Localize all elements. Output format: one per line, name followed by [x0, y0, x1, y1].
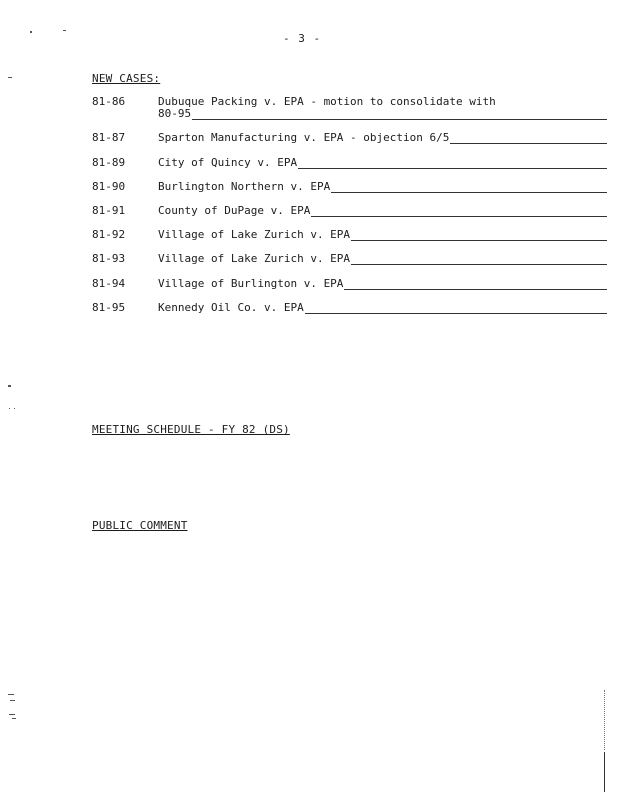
case-body: [158, 252, 607, 265]
new-cases-heading: NEW CASES:: [92, 72, 161, 85]
case-title: Burlington Northern v. EPA: [158, 180, 331, 193]
scan-speck: [8, 77, 12, 78]
scan-speck: [8, 385, 11, 387]
case-number: 81-91: [92, 204, 126, 217]
fill-line: [450, 133, 607, 144]
case-number: 81-89: [92, 156, 126, 169]
case-title: Dubuque Packing v. EPA - motion to consolidate with: [158, 95, 496, 108]
scan-speck: [30, 31, 32, 33]
case-row: [92, 301, 607, 317]
scan-speck: [63, 30, 66, 31]
case-number: 81-93: [92, 252, 126, 265]
fill-line: [331, 182, 607, 193]
fill-line: [351, 254, 607, 265]
case-row: [92, 131, 607, 147]
case-title: Kennedy Oil Co. v. EPA: [158, 301, 304, 314]
scan-speck: [10, 700, 15, 701]
case-row: [92, 204, 607, 220]
case-title: Village of Lake Zurich v. EPA: [158, 228, 351, 241]
case-title-line2: 80-95: [158, 107, 192, 120]
scan-speck: [9, 714, 15, 715]
meeting-schedule-heading: MEETING SCHEDULE - FY 82 (DS): [92, 423, 290, 436]
scan-edge-solid: [604, 752, 605, 792]
case-row: [92, 180, 607, 196]
fill-line: [344, 279, 607, 290]
case-row: [92, 228, 607, 244]
case-body: [158, 204, 607, 217]
case-body: [158, 301, 607, 314]
scan-speck: [12, 718, 16, 719]
fill-line: [311, 206, 607, 217]
case-title: County of DuPage v. EPA: [158, 204, 311, 217]
case-number: 81-87: [92, 131, 126, 144]
case-number: 81-94: [92, 277, 126, 290]
scan-speck: [9, 408, 10, 409]
case-body: [158, 156, 607, 169]
scan-speck: [14, 408, 15, 409]
case-title: Village of Burlington v. EPA: [158, 277, 344, 290]
case-body: [158, 228, 607, 241]
case-title: Village of Lake Zurich v. EPA: [158, 252, 351, 265]
case-body: [158, 180, 607, 193]
public-comment-heading: PUBLIC COMMENT: [92, 519, 188, 532]
fill-line: [298, 158, 607, 169]
case-number: 81-92: [92, 228, 126, 241]
scan-edge-dotted: [604, 690, 605, 750]
case-number: 81-86: [92, 95, 126, 108]
page-number: - 3 -: [283, 32, 322, 45]
case-title: City of Quincy v. EPA: [158, 156, 298, 169]
case-body: [158, 131, 607, 144]
case-title: Sparton Manufacturing v. EPA - objection 6/5: [158, 131, 450, 144]
case-row: [92, 252, 607, 268]
scan-speck: [8, 694, 14, 695]
case-row: [92, 95, 607, 125]
case-title-continued: [158, 107, 607, 120]
fill-line: [192, 109, 607, 120]
case-row: [92, 156, 607, 172]
case-row: [92, 277, 607, 293]
case-body: [158, 277, 607, 290]
case-number: 81-95: [92, 301, 126, 314]
fill-line: [351, 230, 607, 241]
fill-line: [305, 303, 607, 314]
case-number: 81-90: [92, 180, 126, 193]
